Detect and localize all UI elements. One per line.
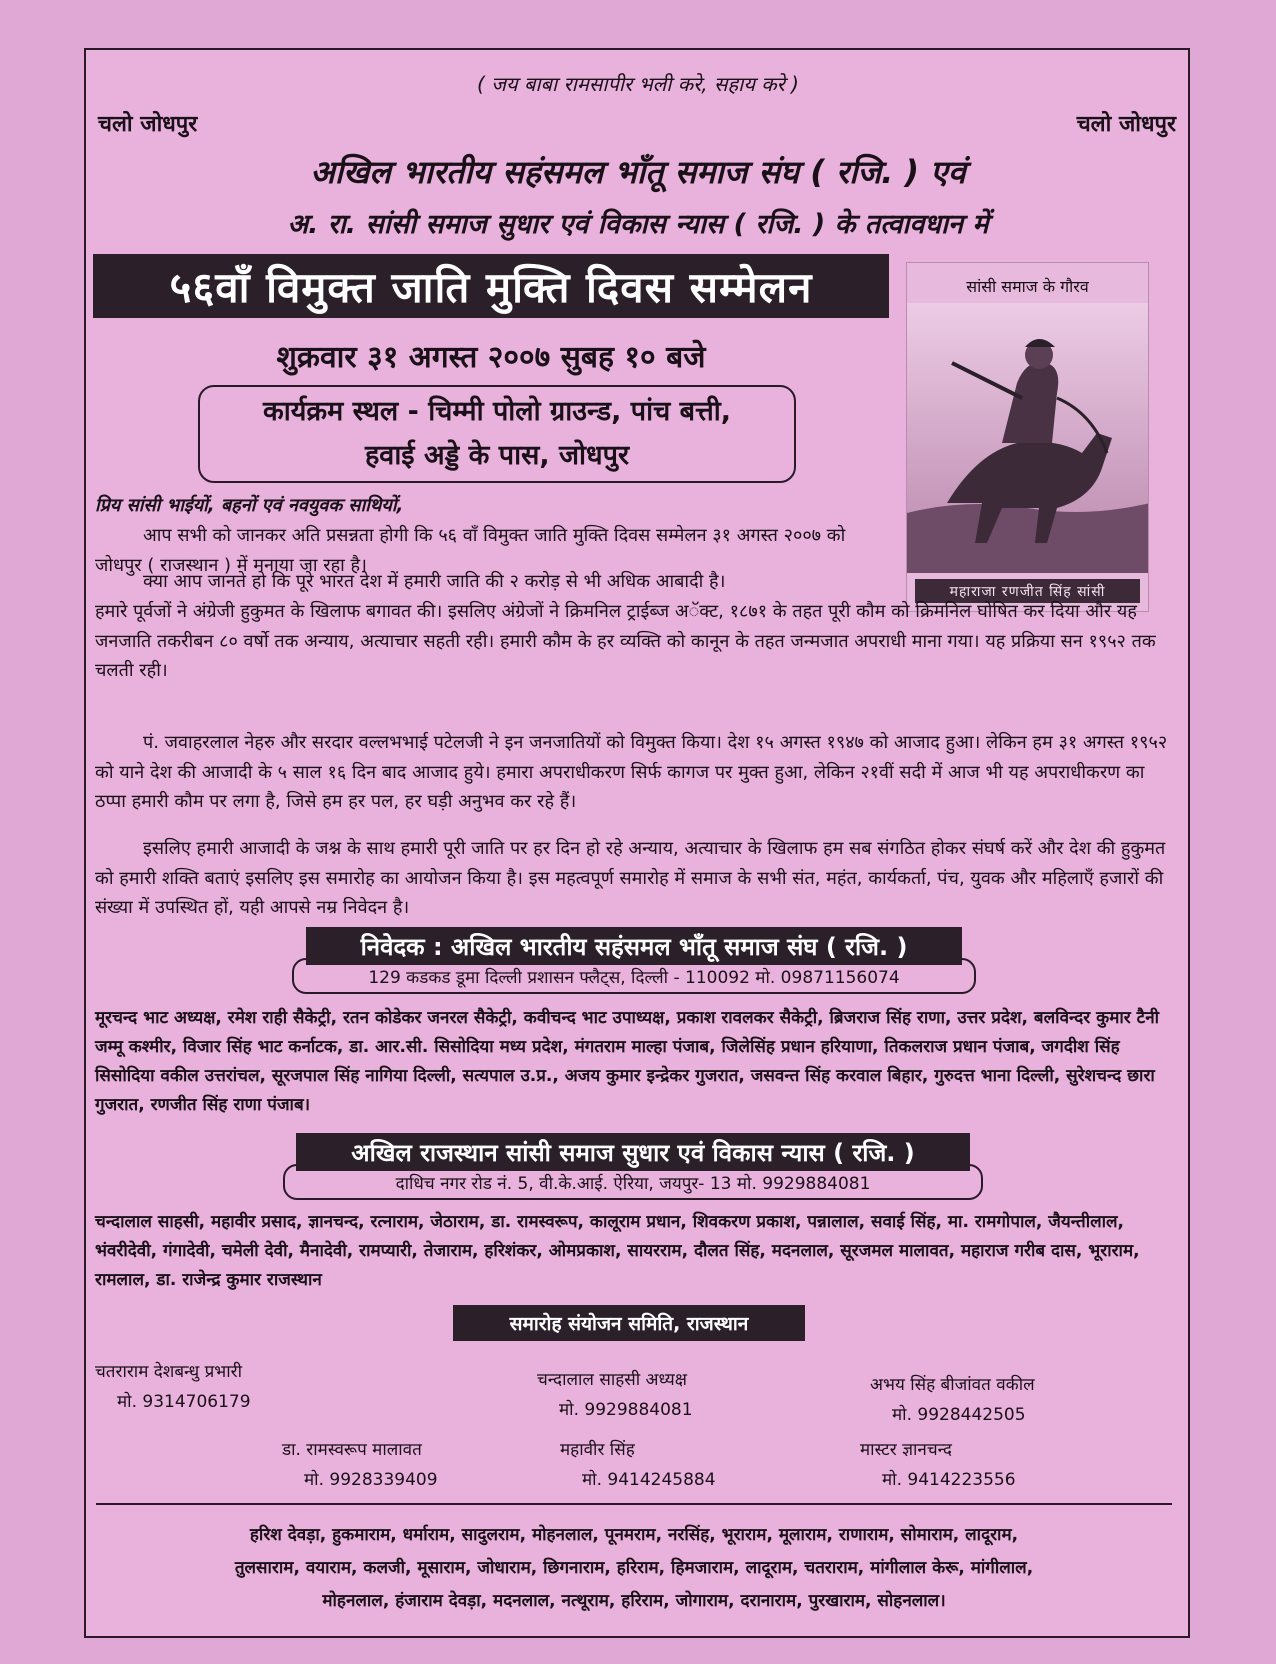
member-name: डा. रामस्वरूप मालावत — [282, 1440, 422, 1460]
nivedak-names: मूरचन्द भाट अध्यक्ष, रमेश राही सैकेट्री, रतन कोडेकर जनरल सैकेट्री, कवीचन्द भाट उपाध्यक्ष, प्रकाश रावलकर सैकेट्री, ब्रिजराज सिंह राणा, उत्तर प्रदेश, बलविन्दर कुमार टैनी जम्मू कश्मीर, विजार सिंह भाट कर्नाटक, डा. आर.सी. सिसोदिया मध्य प्रदेश, मंगतराम माल्हा पंजाब, जिलेसिंह प्रधान हरियाणा, तिकलराज प्रधान पंजाब, जगदीश सिंह सिसोदिया वकील उत्तरांचल, सूरजपाल सिंह नागिया दिल्ली, सत्यपाल उ.प्र., अजय कुमार इन्द्रेकर गुजरात, जसवन्त सिंह करवाल बिहार, गुरुदत्त भाना दिल्ली, सुरेशचन्द छारा गुजरात, रणजीत सिंह राणा पंजाब। — [95, 1008, 1160, 1115]
portrait-caption-top: सांसी समाज के गौरव — [966, 277, 1089, 296]
member-mobile: मो. 9414245884 — [582, 1470, 716, 1490]
event-datetime: शुक्रवार ३१ अगस्त २००७ सुबह १० बजे — [276, 340, 706, 375]
letter-paragraph-2a — [95, 567, 895, 597]
blessing-line: ( जय बाबा रामसापीर भली करे, सहाय करे ) — [476, 72, 799, 96]
member-mobile: मो. 9929884081 — [559, 1400, 693, 1420]
letter-paragraph-2b: हमारे पूर्वजों ने अंग्रेजी हुकुमत के खिलाफ बगावत की। इसलिए अंग्रेजों ने क्रिमनिल ट्राईब्ज अॅक्ट, १८७१ के तहत पूरी कौम को क्रिमनिल घोषित कर दिया और यह जनजाति तकरीबन ८० वर्षो तक अन्याय, अत्याचार सहती रही। हमारी कौम के हर व्यक्ति को कानून के तहत जन्मजात अपराधी माना गया। यह प्रक्रिया सन १९५२ तक चलती रही। — [95, 601, 1156, 681]
committee-member — [560, 1435, 716, 1495]
chalo-left: चलो जोधपुर — [98, 112, 198, 137]
nivedak-address: 129 कडकड डूमा दिल्ली प्रशासन फ्लैट्स, दिल्ली - 110092 मो. 09871156074 — [292, 958, 976, 994]
venue-line-2: हवाई अड्डे के पास, जोधपुर — [364, 440, 630, 471]
member-mobile: मो. 9314706179 — [117, 1392, 251, 1412]
member-mobile: मो. 9414223556 — [882, 1470, 1016, 1490]
member-name: अभय सिंह बीजांवत वकील — [870, 1375, 1035, 1395]
supporters-line-2: तुलसाराम, वयाराम, कलजी, मूसाराम, जोधाराम, छिगनाराम, हरिराम, हिमजाराम, लादूराम, चतराराम, मांगीलाल केरू, मांगीलाल, — [234, 1558, 1034, 1578]
portrait-caption-bottom: महाराजा रणजीत सिंह सांसी — [915, 579, 1140, 603]
venue-line-1: कार्यक्रम स्थल - चिम्मी पोलो ग्राउन्ड, पांच बत्ती, — [263, 396, 731, 427]
committee-member — [860, 1435, 1016, 1495]
nivedak-title: निवेदक : अखिल भारतीय सहंसमल भाँतू समाज संघ ( रजि. ) — [306, 927, 962, 965]
letter-paragraph-3 — [95, 728, 1170, 817]
nyas-names: चन्दालाल साहसी, महावीर प्रसाद, ज्ञानचन्द, रत्नाराम, जेठाराम, डा. रामस्वरूप, कालूराम प्रधान, शिवकरण प्रकाश, पन्नालाल, सवाई सिंह, मा. रामगोपाल, जैयन्तीलाल, भंवरीदेवी, गंगादेवी, चमेली देवी, मैनादेवी, रामप्यारी, तेजाराम, हरिशंकर, ओमप्रकाश, सायरराम, दौलत सिंह, मदनलाल, सूरजमल मालावत, महाराज गरीब दास, भूराराम, रामलाल, डा. राजेन्द्र कुमार राजस्थान — [95, 1212, 1140, 1290]
chalo-right: चलो जोधपुर — [1076, 112, 1176, 137]
letter-paragraph-4 — [95, 834, 1170, 923]
org-line-2: अ. रा. सांसी समाज सुधार एवं विकास न्यास ( रजि. ) के तत्वावधान में — [287, 209, 989, 240]
nyas-address: दाधिच नगर रोड नं. 5, वी.के.आई. ऐरिया, जयपुर- 13 मो. 9929884081 — [283, 1164, 983, 1200]
letter-p1-text: आप सभी को जानकर अति प्रसन्नता होगी कि ५६ वाँ विमुक्त जाति मुक्ति दिवस सम्मेलन ३१ अगस्त २००७ को जोधपुर ( राजस्थान ) में मनाया जा रहा है। — [95, 525, 846, 576]
venue-box — [198, 385, 796, 483]
member-mobile: मो. 9928339409 — [304, 1470, 438, 1490]
committee-member — [95, 1357, 251, 1417]
letter-p3-text: पं. जवाहरलाल नेहरु और सरदार वल्लभभाई पटेलजी ने इन जनजातियों को विमुक्त किया। देश १५ अगस्त १९४७ को आजाद हुआ। लेकिन हम ३१ अगस्त १९५२ को याने देश की आजादी के ५ साल १६ दिन बाद आजाद हुये। हमारा अपराधीकरण सिर्फ कागज पर मुक्त हुआ, लेकिन २१वीं सदी में आज भी यह अपराधीकरण का ठप्पा हमारी कौम पर लगा है, जिसे हम हर पल, हर घड़ी अनुभव कर रहे हैं। — [95, 732, 1168, 812]
member-mobile: मो. 9928442505 — [892, 1405, 1026, 1425]
letter-salutation: प्रिय सांसी भाईयों, बहनों एवं नवयुवक साथियों, — [95, 495, 404, 516]
event-title-banner: ५६वाँ विमुक्त जाति मुक्ति दिवस सम्मेलन — [93, 254, 889, 318]
horse-rider-illustration — [907, 303, 1149, 573]
member-name: महावीर सिंह — [560, 1440, 635, 1460]
committee-member — [282, 1435, 438, 1495]
portrait-image — [906, 262, 1149, 612]
committee-member — [537, 1365, 693, 1425]
letter-p2a-text: क्या आप जानते हो कि पूरे भारत देश में हमारी जाति की २ करोड़ से भी अधिक आबादी है। — [143, 571, 726, 592]
nyas-title: अखिल राजस्थान सांसी समाज सुधार एवं विकास न्यास ( रजि. ) — [296, 1133, 970, 1171]
member-name: मास्टर ज्ञानचन्द — [860, 1440, 952, 1460]
member-name: चन्दालाल साहसी अध्यक्ष — [537, 1370, 687, 1390]
committee-member — [870, 1370, 1035, 1430]
committee-title: समारोह संयोजन समिति, राजस्थान — [453, 1305, 805, 1341]
supporters-list — [96, 1503, 1172, 1623]
org-line-1: अखिल भारतीय सहंसमल भाँतू समाज संघ ( रजि. ) एवं — [310, 153, 966, 191]
supporters-line-3: मोहनलाल, हंजाराम देवड़ा, मदनलाल, नत्थूराम, हरिराम, जोगाराम, दरानाराम, पुरखाराम, सोहनलाल। — [322, 1591, 946, 1611]
letter-p4-text: इसलिए हमारी आजादी के जश्न के साथ हमारी पूरी जाति पर हर दिन हो रहे अन्याय, अत्याचार के खिलाफ हम सब संगठित होकर संघर्ष करें और देश की हुकुमत को हमारी शक्ति बताएं इसलिए इस समारोह का आयोजन किया है। इस महत्वपूर्ण समारोह में समाज के सभी संत, महंत, कार्यकर्ता, पंच, युवक और महिलाएँ हजारों की संख्या में उपस्थित हों, यही आपसे नम्र निवेदन है। — [95, 838, 1166, 918]
member-name: चतराराम देशबन्धु प्रभारी — [95, 1362, 243, 1382]
supporters-line-1: हरिश देवड़ा, हुकमाराम, धर्माराम, सादुलराम, मोहनलाल, पूनमराम, नरसिंह, भूराराम, मूलाराम, राणाराम, सोमाराम, लादूराम, — [249, 1525, 1019, 1545]
